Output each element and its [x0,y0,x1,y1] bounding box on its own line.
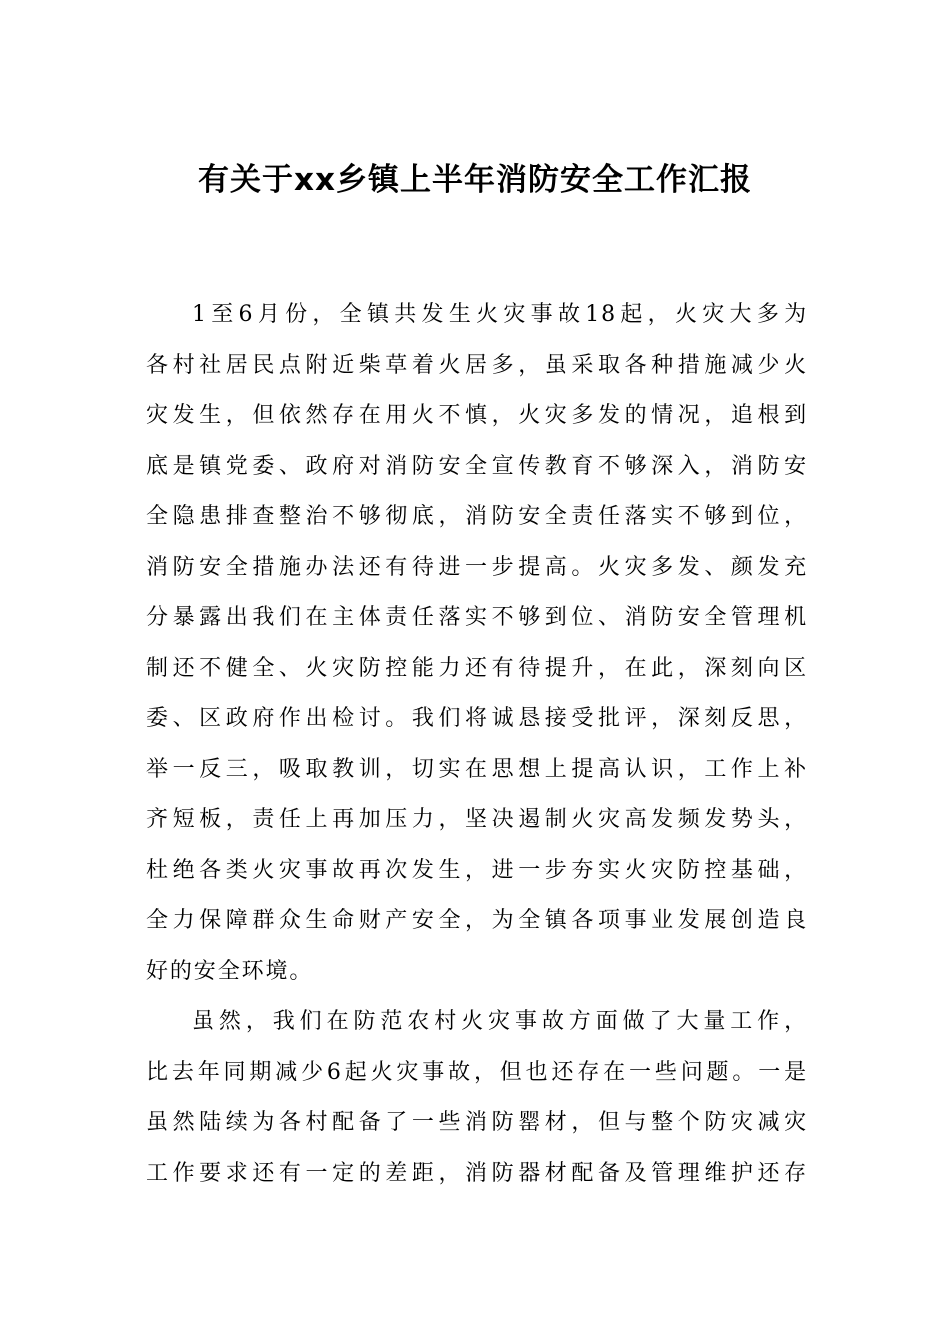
paragraph-1-line-2: 各村社居民点附近柴草着火居多，虽采取各种措施减少火 [146,352,808,378]
document-title: 有关于xx乡镇上半年消防安全工作汇报 [198,162,752,198]
paragraph-1-line-11: 齐短板，责任上再加压力，坚决遏制火灾高发频发势头， [146,807,808,832]
paragraph-1-line-12: 杜绝各类火灾事故再次发生，进一步夯实火灾防控基础， [146,857,808,883]
paragraph-2-line-2: 比去年同期减少6起火灾事故，但也还存在一些问题。一是 [146,1059,808,1085]
paragraph-1-line-1: 1至6月份，全镇共发生火灾事故18起，火灾大多为 [192,302,808,327]
paragraph-1-line-3: 灾发生，但依然存在用火不慎，火灾多发的情况，追根到 [146,403,808,428]
paragraph-1-line-8: 制还不健全、火灾防控能力还有待提升，在此，深刻向区 [146,655,808,681]
paragraph-1-line-7: 分暴露出我们在主体责任落实不够到位、消防安全管理机 [146,605,808,630]
paragraph-1-line-5: 全隐患排查整治不够彻底，消防安全责任落实不够到位， [146,504,808,529]
paragraph-1-line-14: 好的安全环境。 [146,958,314,984]
document-body [146,290,808,1199]
paragraph-1-line-9: 委、区政府作出检讨。我们将诚恳接受批评，深刻反思， [146,706,808,731]
paragraph-1-line-10: 举一反三，吸取教训，切实在思想上提高认识，工作上补 [146,756,808,782]
paragraph-1-line-4: 底是镇党委、政府对消防安全宣传教育不够深入，消防安 [146,453,808,479]
paragraph-2-line-4: 工作要求还有一定的差距，消防器材配备及管理维护还存 [146,1160,808,1186]
paragraph-2-line-3: 虽然陆续为各村配备了一些消防罂材，但与整个防灾减灾 [146,1110,808,1135]
paragraph-1-line-13: 全力保障群众生命财产安全，为全镇各项事业发展创造良 [146,908,808,933]
paragraph-2-line-1: 虽然，我们在防范农村火灾事故方面做了大量工作， [192,1009,808,1034]
paragraph-1-line-6: 消防安全措施办法还有待进一步提高。火灾多发、颜发充 [146,554,808,580]
